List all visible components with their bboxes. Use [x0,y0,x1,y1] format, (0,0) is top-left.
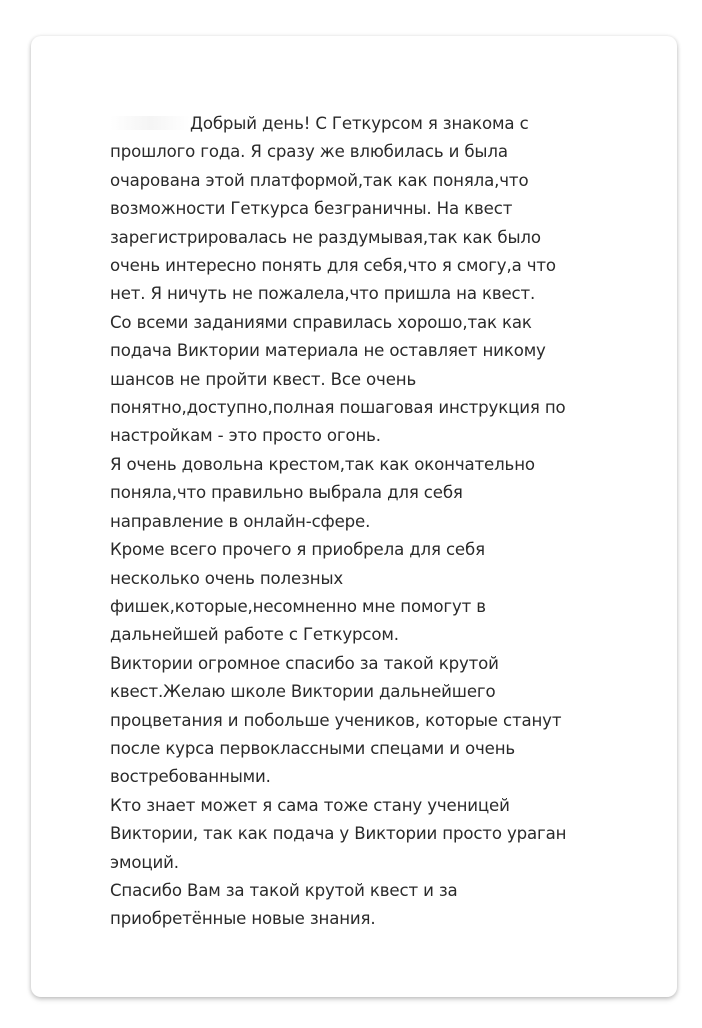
review-line: очень интересно понять для себя,что я смогу,а что [110,256,556,276]
review-line: несколько очень полезных [110,568,344,588]
review-line: Спасибо Вам за такой крутой квест и за [110,880,458,900]
review-line: подача Виктории материала не оставляет никому [110,341,546,361]
review-line: направление в онлайн-сфере. [110,511,371,531]
review-line: Виктории, так как подача у Виктории просто ураган [110,824,567,844]
review-line: Кто знает может я сама тоже стану ученицей [110,795,510,815]
review-line: настройкам - это просто огонь. [110,426,381,446]
review-line: зарегистрировалась не раздумывая,так как было [110,227,541,247]
review-line: эмоций. [110,852,179,872]
review-line: шансов не пройти квест. Все очень [110,369,417,389]
review-line: востребованными. [110,767,271,787]
review-line: нет. Я ничуть не пожалела,что пришла на квест. [110,284,536,304]
review-line: понятно,доступно,полная пошаговая инструкция по [110,398,566,418]
review-line: очарована этой платформой,так как поняла,что [110,170,529,190]
review-line: Кроме всего прочего я приобрела для себя [110,540,485,560]
review-line: фишек,которые,несомненно мне помогут в [110,596,486,616]
review-line: прошлого года. Я сразу же влюбилась и была [110,142,508,162]
review-line: квест.Желаю школе Виктории дальнейшего [110,682,496,702]
review-line: после курса первоклассными спецами и очень [110,738,516,758]
review-line: Я очень довольна крестом,так как окончательно [110,454,535,474]
review-line: Виктории огромное спасибо за такой крутой [110,653,499,673]
review-line: поняла,что правильно выбрала для себя [110,483,463,503]
review-line: дальнейшей работе с Геткурсом. [110,625,399,645]
redacted-name [110,116,190,130]
review-line: приобретённые новые знания. [110,909,376,929]
review-text [110,110,580,934]
review-line: возможности Геткурса безграничны. На квест [110,199,513,219]
review-line: Со всеми заданиями справилась хорошо,так как [110,312,532,332]
review-line [110,110,580,138]
review-line-text: Добрый день! С Геткурсом я знакома с [190,114,529,133]
review-line: процветания и побольше учеников, которые станут [110,710,562,730]
